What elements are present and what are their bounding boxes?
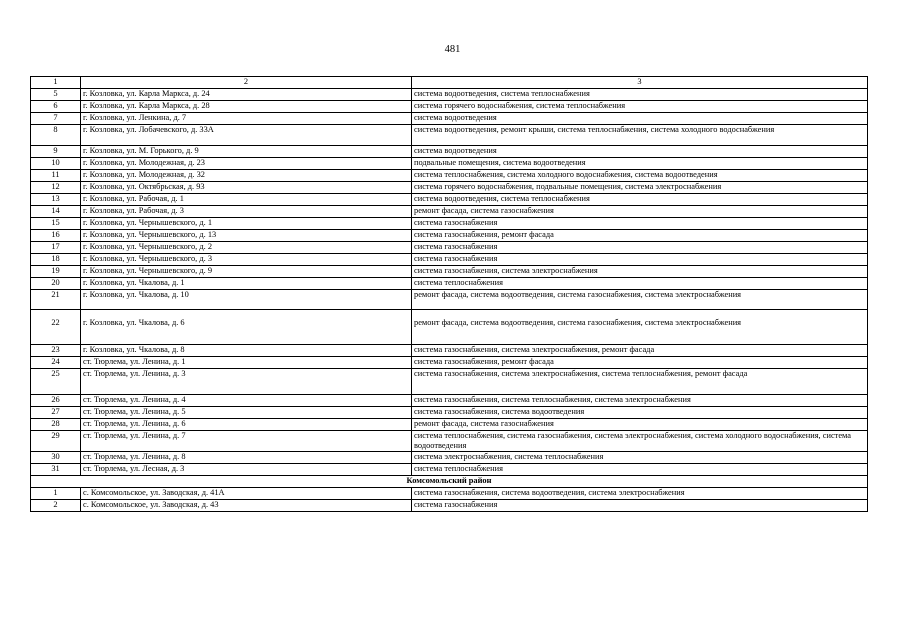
table-row: [31, 488, 868, 500]
row-number-cell: 20: [31, 278, 81, 290]
address-cell: г. Козловка, ул. М. Горького, д. 9: [81, 146, 412, 158]
works-cell: система теплоснабжения: [412, 464, 868, 476]
works-cell: система теплоснабжения, система газоснабжения, система электроснабжения, система холодного водоснабжения, система водоотведения: [412, 431, 868, 452]
address-cell: г. Козловка, ул. Молодежная, д. 32: [81, 170, 412, 182]
row-number-cell: 8: [31, 125, 81, 146]
works-cell: система водоотведения: [412, 146, 868, 158]
row-number-cell: 9: [31, 146, 81, 158]
works-cell: система газоснабжения, система водоотведения, система электроснабжения: [412, 488, 868, 500]
address-cell: г. Козловка, ул. Ленкина, д. 7: [81, 113, 412, 125]
address-cell: г. Козловка, ул. Чкалова, д. 8: [81, 345, 412, 357]
works-cell: система теплоснабжения, система холодного водоснабжения, система водоотведения: [412, 170, 868, 182]
address-cell: ст. Тюрлема, ул. Ленина, д. 8: [81, 452, 412, 464]
address-cell: г. Козловка, ул. Октябрьская, д. 93: [81, 182, 412, 194]
table-row: [31, 230, 868, 242]
table-row: [31, 101, 868, 113]
works-cell: система газоснабжения, система электроснабжения, ремонт фасада: [412, 345, 868, 357]
table-row: [31, 395, 868, 407]
address-cell: ст. Тюрлема, ул. Ленина, д. 5: [81, 407, 412, 419]
row-number-cell: 11: [31, 170, 81, 182]
works-cell: система электроснабжения, система теплоснабжения: [412, 452, 868, 464]
row-number-cell: 13: [31, 194, 81, 206]
address-cell: г. Козловка, ул. Рабочая, д. 3: [81, 206, 412, 218]
address-cell: г. Козловка, ул. Лобачевского, д. 33А: [81, 125, 412, 146]
works-cell: ремонт фасада, система газоснабжения: [412, 419, 868, 431]
table-row: [31, 146, 868, 158]
table-row: [31, 419, 868, 431]
row-number-cell: 26: [31, 395, 81, 407]
address-cell: ст. Тюрлема, ул. Ленина, д. 4: [81, 395, 412, 407]
works-cell: система газоснабжения, система теплоснабжения, система электроснабжения: [412, 395, 868, 407]
address-cell: ст. Тюрлема, ул. Лесная, д. 3: [81, 464, 412, 476]
works-cell: ремонт фасада, система водоотведения, система газоснабжения, система электроснабжения: [412, 310, 868, 345]
row-number-cell: 6: [31, 101, 81, 113]
row-number-cell: 27: [31, 407, 81, 419]
row-number-cell: 28: [31, 419, 81, 431]
address-cell: г. Козловка, ул. Рабочая, д. 1: [81, 194, 412, 206]
address-cell: г. Козловка, ул. Чкалова, д. 10: [81, 290, 412, 310]
works-cell: ремонт фасада, система водоотведения, система газоснабжения, система электроснабжения: [412, 290, 868, 310]
works-cell: система газоснабжения: [412, 218, 868, 230]
row-number-cell: 24: [31, 357, 81, 369]
table-row: [31, 113, 868, 125]
repair-works-table: [30, 76, 868, 512]
works-cell: система газоснабжения, ремонт фасада: [412, 230, 868, 242]
table-row: [31, 310, 868, 345]
row-number-cell: 16: [31, 230, 81, 242]
table-body: [31, 77, 868, 512]
row-number-cell: 31: [31, 464, 81, 476]
address-cell: с. Комсомольское, ул. Заводская, д. 41А: [81, 488, 412, 500]
table-row: [31, 194, 868, 206]
works-cell: система газоснабжения: [412, 242, 868, 254]
row-number-cell: 14: [31, 206, 81, 218]
table-row: [31, 89, 868, 101]
works-cell: ремонт фасада, система газоснабжения: [412, 206, 868, 218]
header-cell-number: 1: [31, 77, 81, 89]
table-row: [31, 278, 868, 290]
row-number-cell: 23: [31, 345, 81, 357]
table-row: [31, 254, 868, 266]
address-cell: ст. Тюрлема, ул. Ленина, д. 7: [81, 431, 412, 452]
row-number-cell: 7: [31, 113, 81, 125]
row-number-cell: 15: [31, 218, 81, 230]
address-cell: г. Козловка, ул. Чернышевского, д. 9: [81, 266, 412, 278]
row-number-cell: 29: [31, 431, 81, 452]
works-cell: система горячего водоснабжения, подвальные помещения, система электроснабжения: [412, 182, 868, 194]
table-row: [31, 266, 868, 278]
row-number-cell: 17: [31, 242, 81, 254]
table-row: [31, 290, 868, 310]
row-number-cell: 18: [31, 254, 81, 266]
works-cell: система водоотведения, система теплоснабжения: [412, 194, 868, 206]
row-number-cell: 22: [31, 310, 81, 345]
address-cell: г. Козловка, ул. Карла Маркса, д. 28: [81, 101, 412, 113]
address-cell: ст. Тюрлема, ул. Ленина, д. 6: [81, 419, 412, 431]
table-row: [31, 464, 868, 476]
works-cell: система газоснабжения: [412, 500, 868, 512]
address-cell: г. Козловка, ул. Карла Маркса, д. 24: [81, 89, 412, 101]
address-cell: ст. Тюрлема, ул. Ленина, д. 3: [81, 369, 412, 395]
works-cell: система газоснабжения, ремонт фасада: [412, 357, 868, 369]
table-row: [31, 206, 868, 218]
row-number-cell: 19: [31, 266, 81, 278]
table-row: [31, 500, 868, 512]
address-cell: г. Козловка, ул. Чкалова, д. 6: [81, 310, 412, 345]
table-row: [31, 125, 868, 146]
page-number: 481: [444, 44, 461, 55]
table-row: [31, 452, 868, 464]
table-row: [31, 431, 868, 452]
table-row: [31, 345, 868, 357]
row-number-cell: 12: [31, 182, 81, 194]
section-row: [31, 476, 868, 488]
table-row: [31, 242, 868, 254]
row-number-cell: 10: [31, 158, 81, 170]
address-cell: с. Комсомольское, ул. Заводская, д. 43: [81, 500, 412, 512]
address-cell: г. Козловка, ул. Молодежная, д. 23: [81, 158, 412, 170]
works-cell: система водоотведения: [412, 113, 868, 125]
section-title: Комсомольский район: [31, 476, 868, 488]
works-cell: система газоснабжения, система электроснабжения: [412, 266, 868, 278]
address-cell: г. Козловка, ул. Чернышевского, д. 2: [81, 242, 412, 254]
header-cell-address: 2: [81, 77, 412, 89]
table-row: [31, 158, 868, 170]
row-number-cell: 25: [31, 369, 81, 395]
row-number-cell: 21: [31, 290, 81, 310]
table-row: [31, 357, 868, 369]
works-cell: система газоснабжения, система водоотведения: [412, 407, 868, 419]
header-cell-works: 3: [412, 77, 868, 89]
address-cell: г. Козловка, ул. Чкалова, д. 1: [81, 278, 412, 290]
works-cell: система горячего водоснабжения, система теплоснабжения: [412, 101, 868, 113]
table-header-row: [31, 77, 868, 89]
row-number-cell: 5: [31, 89, 81, 101]
table-row: [31, 369, 868, 395]
table-row: [31, 170, 868, 182]
row-number-cell: 2: [31, 500, 81, 512]
works-cell: система водоотведения, система теплоснабжения: [412, 89, 868, 101]
address-cell: ст. Тюрлема, ул. Ленина, д. 1: [81, 357, 412, 369]
table-row: [31, 182, 868, 194]
address-cell: г. Козловка, ул. Чернышевского, д. 1: [81, 218, 412, 230]
works-cell: система теплоснабжения: [412, 278, 868, 290]
works-cell: система газоснабжения: [412, 254, 868, 266]
works-cell: система водоотведения, ремонт крыши, система теплоснабжения, система холодного водоснабжения: [412, 125, 868, 146]
address-cell: г. Козловка, ул. Чернышевского, д. 13: [81, 230, 412, 242]
works-cell: система газоснабжения, система электроснабжения, система теплоснабжения, ремонт фасада: [412, 369, 868, 395]
works-cell: подвальные помещения, система водоотведения: [412, 158, 868, 170]
row-number-cell: 30: [31, 452, 81, 464]
table-row: [31, 218, 868, 230]
row-number-cell: 1: [31, 488, 81, 500]
address-cell: г. Козловка, ул. Чернышевского, д. 3: [81, 254, 412, 266]
table-row: [31, 407, 868, 419]
